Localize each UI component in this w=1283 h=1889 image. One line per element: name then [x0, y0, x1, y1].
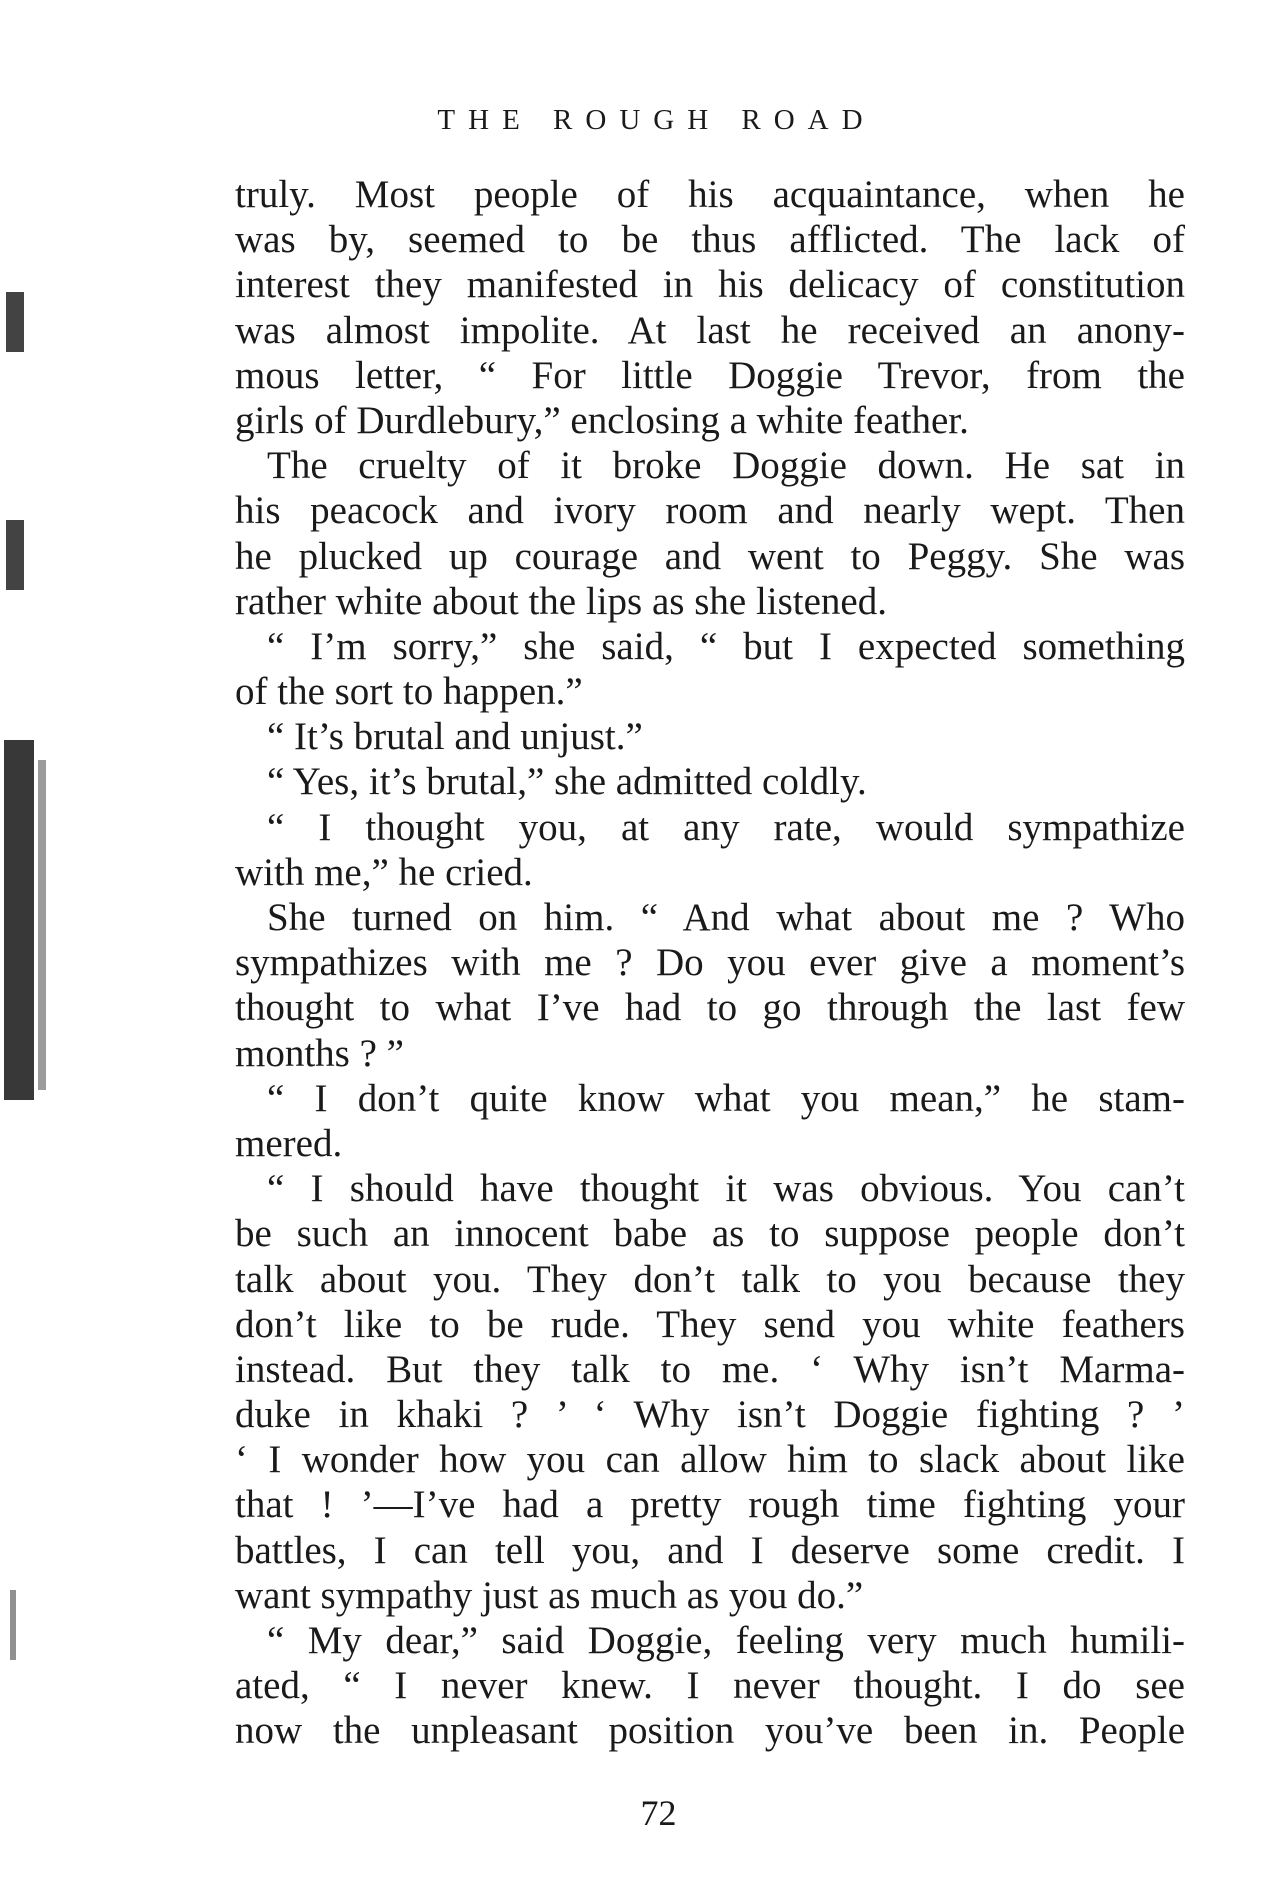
- text-line: duke in khaki ? ’ ‘ Why isn’t Doggie fighting ? ’: [235, 1393, 1185, 1437]
- text-line: “ It’s brutal and unjust.”: [267, 715, 643, 759]
- text-line: don’t like to be rude. They send you white feathers: [235, 1302, 1185, 1346]
- text-line: mous letter, “ For little Doggie Trevor, from the: [235, 353, 1185, 397]
- text-line: rather white about the lips as she listened.: [235, 579, 887, 623]
- scan-gutter-mark: [6, 520, 24, 590]
- text-line: with me,” he cried.: [235, 850, 533, 894]
- text-line: be such an innocent babe as to suppose people don’t: [235, 1212, 1185, 1256]
- text-line: interest they manifested in his delicacy of constitution: [235, 263, 1185, 307]
- page-number: 72: [640, 1793, 677, 1833]
- text-line: girls of Durdlebury,” enclosing a white feather.: [235, 398, 969, 442]
- text-line: “ I thought you, at any rate, would sympathize: [267, 805, 1185, 849]
- text-line: mered.: [235, 1121, 343, 1165]
- text-line: sympathizes with me ? Do you ever give a moment’s: [235, 941, 1185, 985]
- scan-gutter-mark: [38, 760, 46, 1090]
- text-line: instead. But they talk to me. ‘ Why isn’t Marma-: [235, 1347, 1185, 1391]
- body-text: [235, 172, 1185, 1754]
- running-head: THE ROUGH ROAD: [437, 104, 876, 136]
- text-line: was almost impolite. At last he received an anony-: [235, 308, 1185, 352]
- text-line: The cruelty of it broke Doggie down. He sat in: [267, 444, 1185, 488]
- scan-gutter-mark: [6, 292, 24, 352]
- text-line: thought to what I’ve had to go through the last few: [235, 986, 1185, 1030]
- scan-gutter-mark: [4, 740, 34, 1100]
- text-line: ated, “ I never knew. I never thought. I do see: [235, 1664, 1185, 1708]
- text-line: want sympathy just as much as you do.”: [235, 1573, 864, 1617]
- text-line: that ! ’—I’ve had a pretty rough time fighting your: [235, 1483, 1185, 1527]
- text-line: “ I don’t quite know what you mean,” he stam-: [267, 1076, 1185, 1120]
- text-line: truly. Most people of his acquaintance, when he: [235, 173, 1185, 216]
- text-line: battles, I can tell you, and I deserve some credit. I: [235, 1528, 1185, 1572]
- text-line: “ I’m sorry,” she said, “ but I expected something: [267, 624, 1185, 668]
- text-line: was by, seemed to be thus afflicted. The lack of: [235, 218, 1185, 262]
- text-line: now the unpleasant position you’ve been in. People: [235, 1709, 1185, 1753]
- text-line: She turned on him. “ And what about me ? Who: [267, 896, 1185, 939]
- text-line: “ My dear,” said Doggie, feeling very much humili-: [267, 1619, 1185, 1662]
- text-line: talk about you. They don’t talk to you because they: [235, 1257, 1185, 1301]
- text-line: ‘ I wonder how you can allow him to slack about like: [235, 1438, 1185, 1482]
- text-line: of the sort to happen.”: [235, 670, 583, 714]
- text-line: “ I should have thought it was obvious. You can’t: [267, 1167, 1185, 1211]
- text-line: he plucked up courage and went to Peggy. She was: [235, 534, 1185, 578]
- text-line: months ? ”: [235, 1031, 404, 1075]
- text-line: “ Yes, it’s brutal,” she admitted coldly.: [267, 760, 867, 804]
- text-line: his peacock and ivory room and nearly wept. Then: [235, 489, 1185, 533]
- scan-gutter-mark: [10, 1590, 16, 1660]
